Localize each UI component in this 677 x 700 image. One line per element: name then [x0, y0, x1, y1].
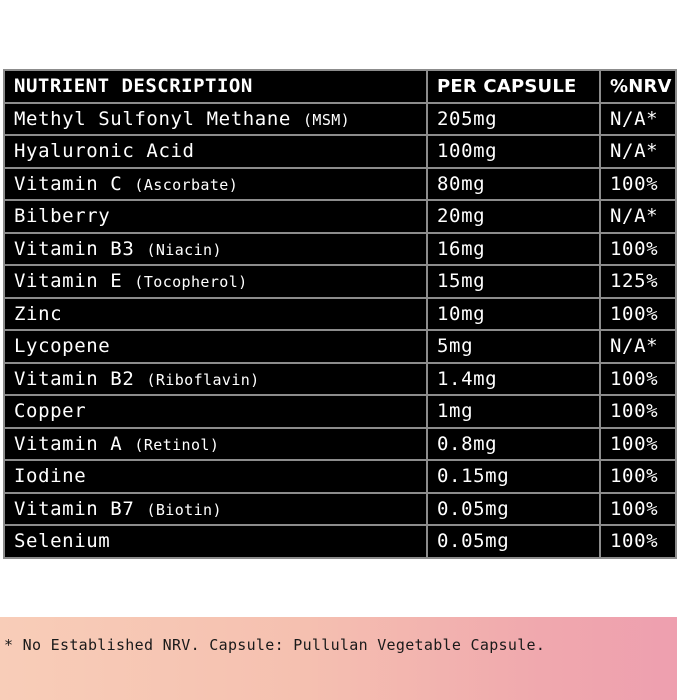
- table-row: [4, 395, 676, 428]
- nutrient-name: Bilberry: [14, 205, 111, 228]
- per-capsule-amount: 80mg: [427, 168, 600, 201]
- nutrient-qualifier: (Riboflavin): [146, 370, 260, 389]
- nutrient-name-cell: [4, 330, 427, 363]
- per-capsule-amount: 20mg: [427, 200, 600, 233]
- nrv-value: 125%: [600, 265, 676, 298]
- nutrient-name: Lycopene: [14, 335, 111, 358]
- nutrient-name-cell: [4, 200, 427, 233]
- nutrient-name: Zinc: [14, 302, 63, 325]
- table-row: [4, 135, 676, 168]
- nutrient-name-cell: [4, 103, 427, 136]
- nutrient-name: Selenium: [14, 530, 111, 553]
- table-row: [4, 298, 676, 331]
- per-capsule-amount: 5mg: [427, 330, 600, 363]
- per-capsule-amount: 1.4mg: [427, 363, 600, 396]
- nutrition-table-body: [4, 103, 676, 558]
- nutrient-name: Vitamin B2: [14, 367, 135, 390]
- table-row: [4, 493, 676, 526]
- per-capsule-amount: 0.05mg: [427, 493, 600, 526]
- nutrient-name: Vitamin E: [14, 270, 123, 293]
- table-row: [4, 330, 676, 363]
- table-row: [4, 103, 676, 136]
- nutrient-name-cell: [4, 298, 427, 331]
- nutrient-name: Vitamin A: [14, 432, 123, 455]
- nutrient-name-cell: [4, 363, 427, 396]
- per-capsule-amount: 10mg: [427, 298, 600, 331]
- nrv-value: N/A*: [600, 330, 676, 363]
- nrv-value: N/A*: [600, 200, 676, 233]
- nutrient-name: Methyl Sulfonyl Methane: [14, 107, 291, 130]
- nutrient-name-cell: [4, 135, 427, 168]
- header-nutrient-description: NUTRIENT DESCRIPTION: [4, 70, 427, 103]
- nutrient-name-cell: [4, 265, 427, 298]
- per-capsule-amount: 0.15mg: [427, 460, 600, 493]
- nrv-value: 100%: [600, 493, 676, 526]
- nutrient-qualifier: (Tocopherol): [134, 273, 248, 292]
- table-row: [4, 460, 676, 493]
- header-nrv: %NRV: [600, 70, 676, 103]
- per-capsule-amount: 100mg: [427, 135, 600, 168]
- footer-gradient-band: [0, 617, 677, 700]
- nutrient-qualifier: (Retinol): [134, 435, 220, 454]
- nrv-value: 100%: [600, 168, 676, 201]
- nutrient-name-cell: [4, 460, 427, 493]
- nutrient-name: Iodine: [14, 465, 87, 488]
- table-row: [4, 233, 676, 266]
- nutrient-name-cell: [4, 395, 427, 428]
- nutrient-name-cell: [4, 168, 427, 201]
- nutrient-name-cell: [4, 525, 427, 558]
- nutrient-name-cell: [4, 493, 427, 526]
- nrv-value: N/A*: [600, 135, 676, 168]
- footnote-text: * No Established NRV. Capsule: Pullulan Vegetable Capsule.: [4, 636, 546, 654]
- table-row: [4, 363, 676, 396]
- nrv-value: 100%: [600, 460, 676, 493]
- per-capsule-amount: 0.05mg: [427, 525, 600, 558]
- nrv-value: 100%: [600, 525, 676, 558]
- nutrient-qualifier: (Niacin): [146, 240, 222, 259]
- per-capsule-amount: 15mg: [427, 265, 600, 298]
- nrv-value: 100%: [600, 395, 676, 428]
- nutrient-name: Vitamin B3: [14, 237, 135, 260]
- nutrient-name: Hyaluronic Acid: [14, 140, 195, 163]
- per-capsule-amount: 16mg: [427, 233, 600, 266]
- nutrient-name: Vitamin B7: [14, 497, 135, 520]
- header-per-capsule: PER CAPSULE: [427, 70, 600, 103]
- nutrition-table: [3, 69, 677, 559]
- nrv-value: N/A*: [600, 103, 676, 136]
- nutrient-qualifier: (Ascorbate): [134, 175, 239, 194]
- table-header-row: [4, 70, 676, 103]
- nrv-value: 100%: [600, 233, 676, 266]
- nutrient-name: Copper: [14, 400, 87, 423]
- table-row: [4, 168, 676, 201]
- per-capsule-amount: 1mg: [427, 395, 600, 428]
- nrv-value: 100%: [600, 428, 676, 461]
- table-row: [4, 428, 676, 461]
- table-row: [4, 525, 676, 558]
- per-capsule-amount: 205mg: [427, 103, 600, 136]
- nrv-value: 100%: [600, 363, 676, 396]
- nutrient-name-cell: [4, 428, 427, 461]
- nutrient-qualifier: (Biotin): [146, 500, 222, 519]
- nutrient-name-cell: [4, 233, 427, 266]
- nutrient-name: Vitamin C: [14, 172, 123, 195]
- table-row: [4, 200, 676, 233]
- top-blank-area: [0, 0, 677, 68]
- nrv-value: 100%: [600, 298, 676, 331]
- nutrient-qualifier: (MSM): [302, 110, 351, 129]
- table-row: [4, 265, 676, 298]
- per-capsule-amount: 0.8mg: [427, 428, 600, 461]
